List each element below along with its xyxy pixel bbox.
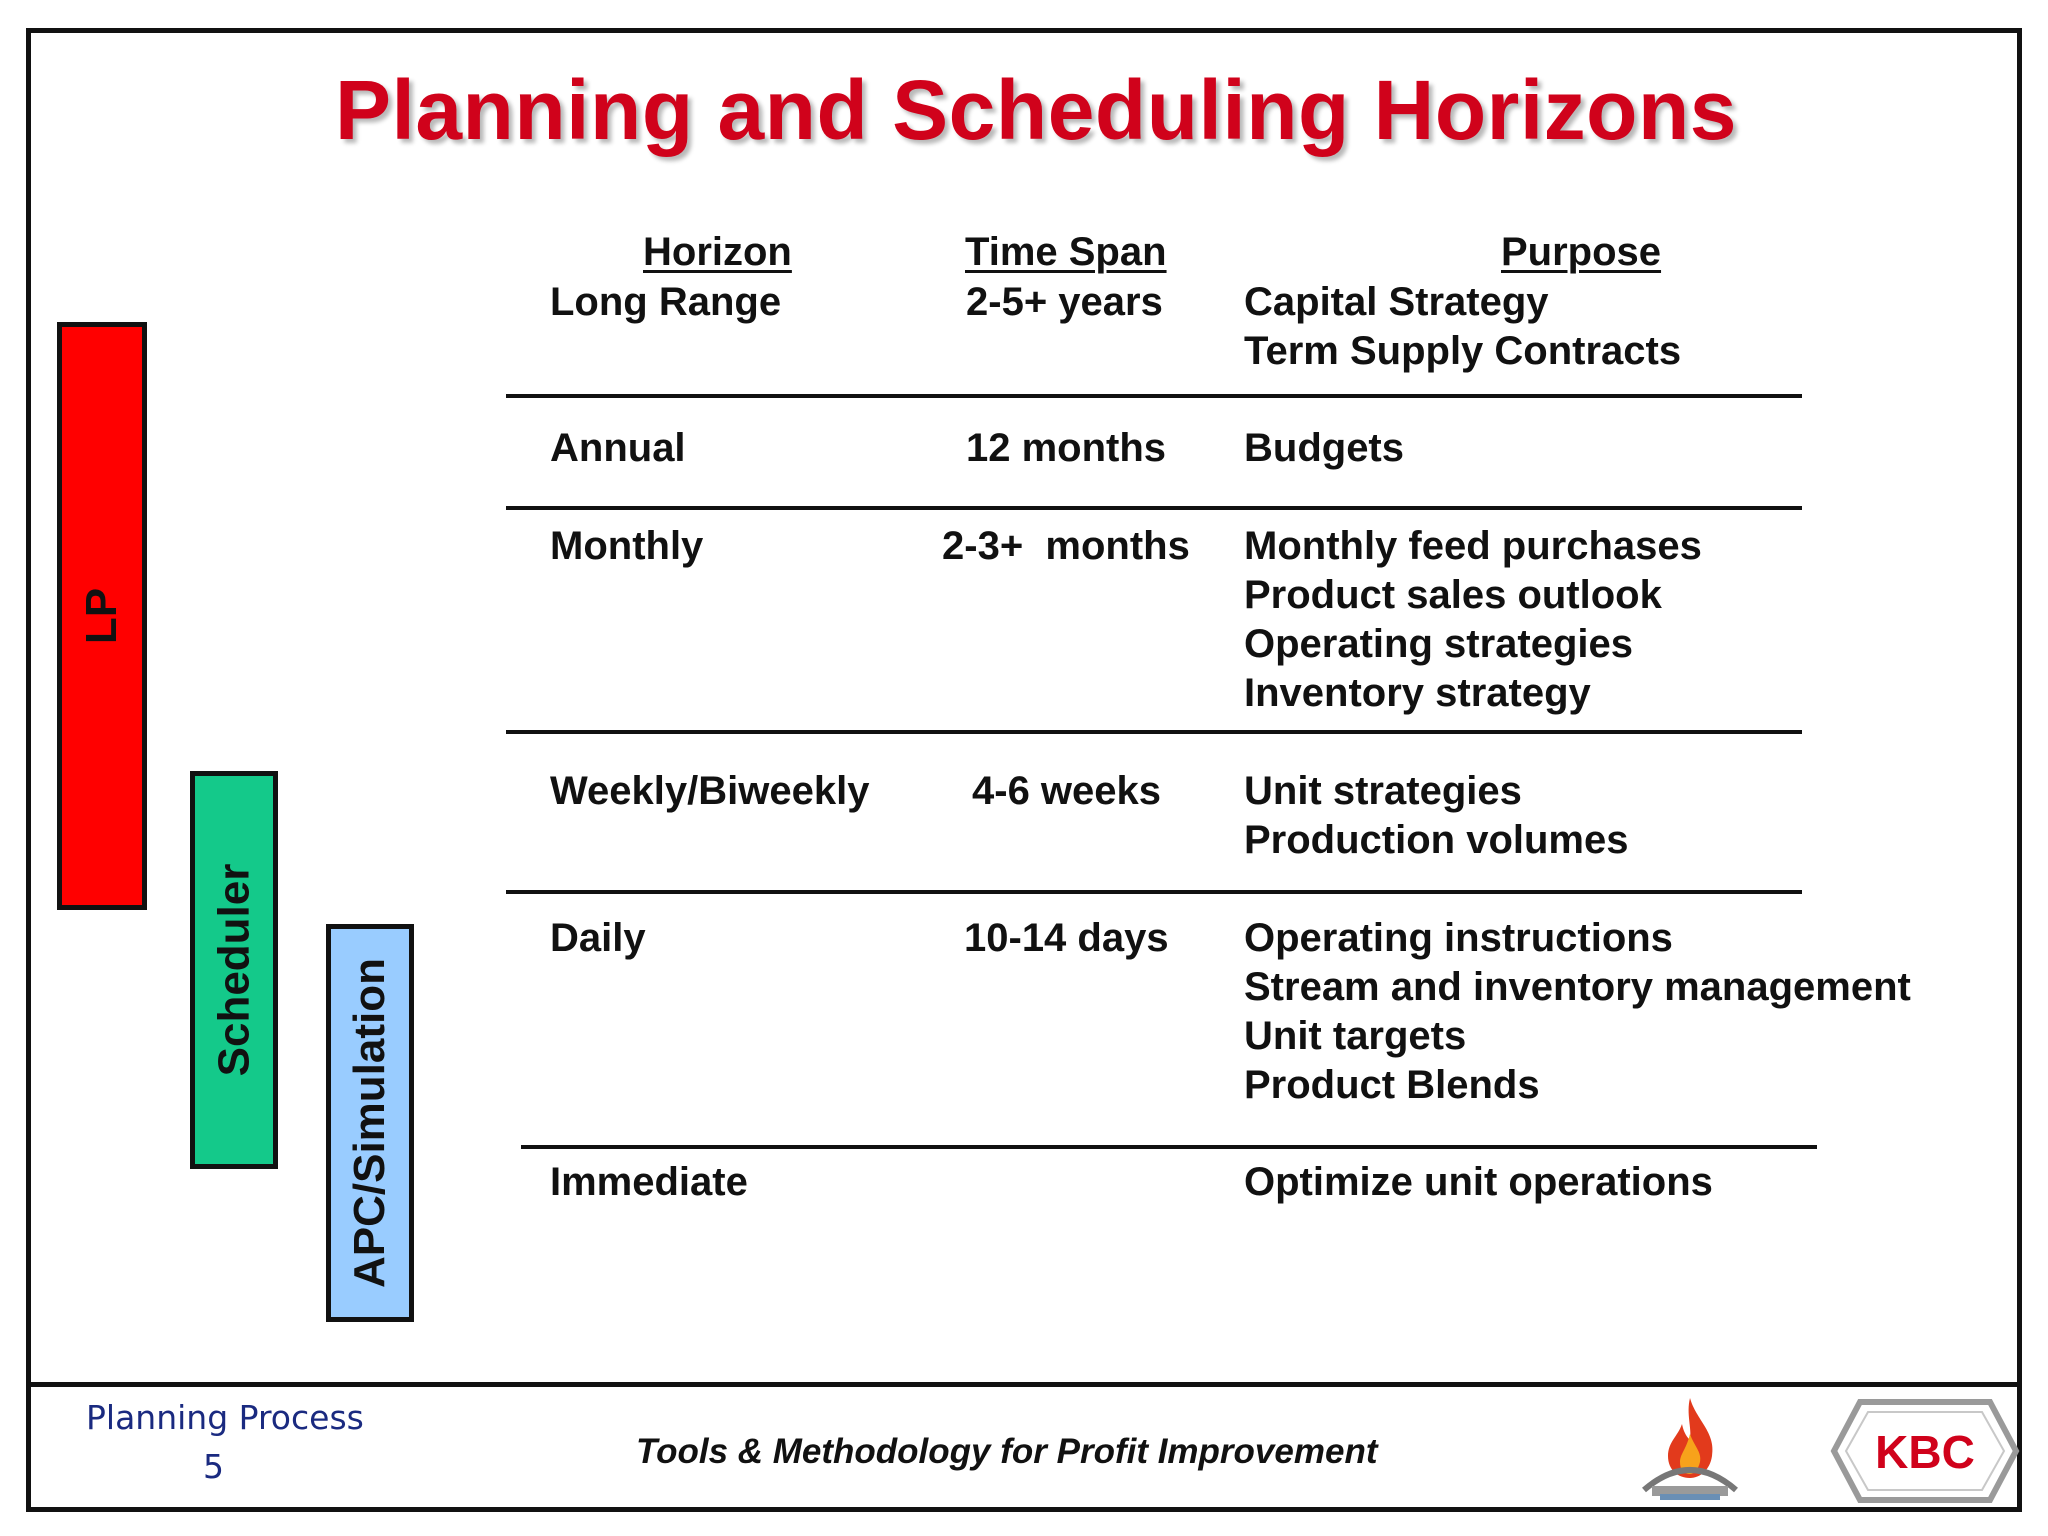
scheduler-bar-label: Scheduler xyxy=(209,863,258,1077)
lp-bar xyxy=(57,322,147,910)
row-purpose: Inventory strategy xyxy=(1244,671,1591,715)
row-purpose: Product Blends xyxy=(1244,1063,1540,1107)
row-horizon: Immediate xyxy=(550,1160,748,1204)
row-purpose: Unit targets xyxy=(1244,1014,1467,1058)
row-purpose: Unit strategies xyxy=(1244,769,1522,813)
row-purpose: Production volumes xyxy=(1244,818,1629,862)
row-purpose: Operating instructions xyxy=(1244,916,1673,960)
page-number: 5 xyxy=(203,1447,224,1486)
row-purpose: Optimize unit operations xyxy=(1244,1160,1713,1204)
row-divider xyxy=(506,394,1802,398)
apc-simulation-bar xyxy=(326,924,414,1322)
footer-divider xyxy=(26,1382,2022,1387)
row-time-span: 2-3+ months xyxy=(942,524,1190,568)
row-divider xyxy=(506,506,1802,510)
row-horizon: Monthly xyxy=(550,524,704,568)
lp-bar-label: LP xyxy=(76,587,126,645)
header-purpose: Purpose xyxy=(1501,230,1662,274)
row-purpose: Capital Strategy xyxy=(1244,280,1549,324)
flame-emblem-icon xyxy=(1630,1394,1750,1504)
apc-simulation-bar-label: APC/Simulation xyxy=(345,957,394,1289)
row-purpose: Monthly feed purchases xyxy=(1244,524,1702,568)
row-divider xyxy=(506,890,1802,894)
row-horizon: Daily xyxy=(550,916,646,960)
header-horizon: Horizon xyxy=(643,230,792,274)
row-time-span: 2-5+ years xyxy=(966,280,1163,324)
header-time-span: Time Span xyxy=(965,230,1167,274)
footer-section: Planning Process xyxy=(86,1398,364,1437)
row-horizon: Annual xyxy=(550,426,686,470)
row-purpose: Product sales outlook xyxy=(1244,573,1662,617)
row-time-span: 12 months xyxy=(966,426,1167,470)
row-purpose: Operating strategies xyxy=(1244,622,1634,666)
kbc-logo-icon xyxy=(1830,1396,2020,1506)
row-time-span: 10-14 days xyxy=(964,916,1169,960)
slide-title: Planning and Scheduling Horizons xyxy=(334,63,1738,157)
row-divider xyxy=(521,1145,1817,1149)
row-purpose: Budgets xyxy=(1244,426,1404,470)
row-horizon: Long Range xyxy=(550,280,782,324)
kbc-logo-text: KBC xyxy=(1875,1426,1975,1478)
footer-tagline: Tools & Methodology for Profit Improvement xyxy=(636,1432,1378,1471)
row-purpose: Term Supply Contracts xyxy=(1244,329,1682,373)
row-divider xyxy=(506,730,1802,734)
row-purpose: Stream and inventory management xyxy=(1244,965,1911,1009)
row-horizon: Weekly/Biweekly xyxy=(550,769,870,813)
scheduler-bar xyxy=(190,771,278,1169)
row-time-span: 4-6 weeks xyxy=(972,769,1162,813)
